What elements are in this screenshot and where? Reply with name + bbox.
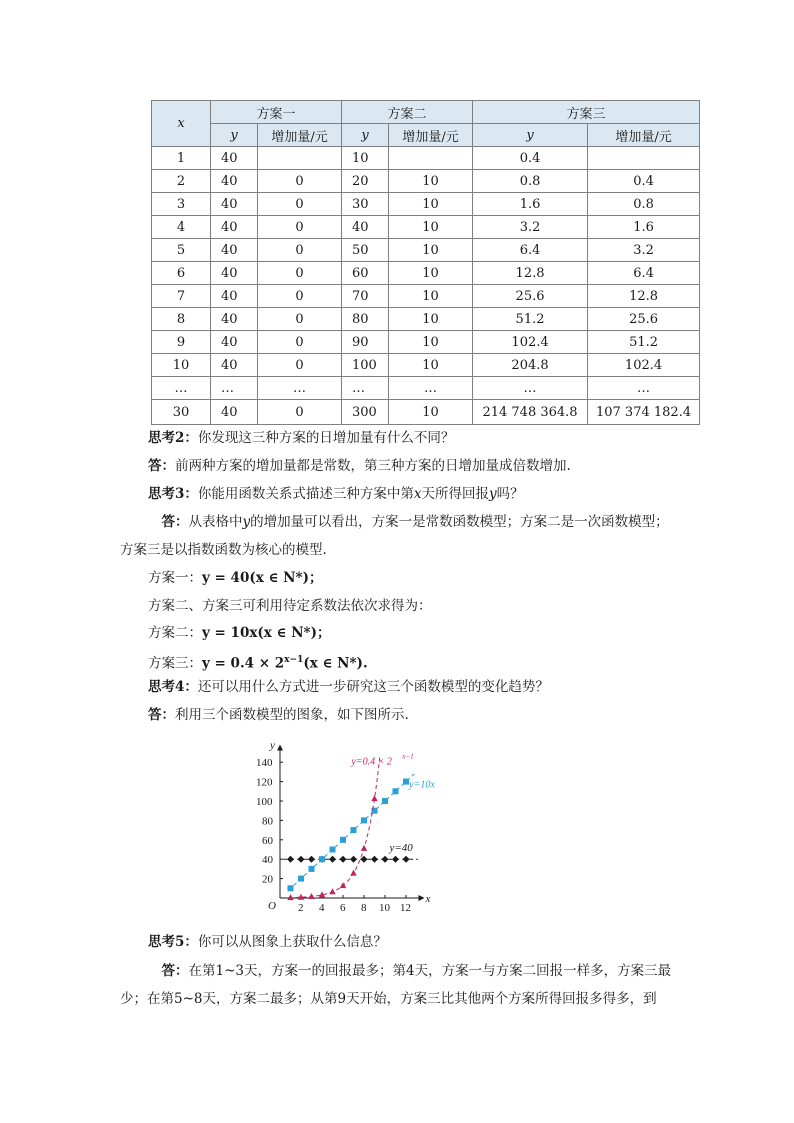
answer-2 <box>148 456 571 476</box>
table-cell: 70 <box>342 285 389 308</box>
subheader-y: y <box>342 124 389 147</box>
table-cell: 10 <box>389 354 473 377</box>
point-triangle <box>308 893 314 899</box>
formula-1 <box>148 568 322 588</box>
table-cell: 51.2 <box>473 308 588 331</box>
answer-text: 前两种方案的增加量都是常数，第三种方案的日增加量成倍数增加. <box>175 458 571 474</box>
table-cell: 102.4 <box>588 354 700 377</box>
point-diamond <box>298 856 305 863</box>
y-tick-label: 60 <box>262 834 273 847</box>
question-text: 天所得回报 <box>421 486 490 502</box>
point-diamond <box>329 856 336 863</box>
answer-label: 答： <box>161 963 189 979</box>
point-triangle <box>361 845 367 851</box>
x-tick-label: 8 <box>361 902 367 914</box>
table-cell: 10 <box>389 239 473 262</box>
point-square <box>403 779 409 785</box>
table-cell <box>258 147 342 170</box>
table-cell: 102.4 <box>473 331 588 354</box>
table-cell: 40 <box>211 285 258 308</box>
table-cell: 40 <box>211 170 258 193</box>
table-cell: … <box>473 377 588 400</box>
answer-5-line-2: 少；在第5~8天，方案二最多；从第9天开始，方案三比其他两个方案所得回报多得多，到 <box>120 991 657 1007</box>
table-row <box>152 285 700 308</box>
formula-text: (x ∈ N*). <box>303 655 368 672</box>
point-square <box>393 788 399 794</box>
formula-label: 方案二： <box>148 625 202 641</box>
subheader-increase: 增加量/元 <box>389 124 473 147</box>
table-cell: 40 <box>211 308 258 331</box>
subheader-increase: 增加量/元 <box>588 124 700 147</box>
table-cell: 0.4 <box>588 170 700 193</box>
table-cell: 3.2 <box>588 239 700 262</box>
table-cell: 40 <box>211 239 258 262</box>
table-cell: 300 <box>342 400 389 425</box>
subheader-increase: 增加量/元 <box>258 124 342 147</box>
table-cell: 40 <box>211 216 258 239</box>
table-row <box>152 239 700 262</box>
point-square <box>298 876 304 882</box>
table-cell: 10 <box>152 354 211 377</box>
table-cell: 204.8 <box>473 354 588 377</box>
y-tick-label: 120 <box>256 776 273 789</box>
table-cell: 8 <box>152 308 211 331</box>
table-cell: 214 748 364.8 <box>473 400 588 425</box>
point-diamond <box>308 856 315 863</box>
function-graph <box>246 730 576 920</box>
table-cell: 4 <box>152 216 211 239</box>
series-label-y40: y=40 <box>389 842 413 855</box>
y-tick-label: 40 <box>262 854 273 867</box>
table-cell: 0 <box>258 285 342 308</box>
formula-text: y = 0.4 × 2 <box>202 655 285 672</box>
table-cell: 90 <box>342 331 389 354</box>
header-plan-2: 方案二 <box>342 101 473 124</box>
data-table <box>151 100 700 425</box>
table-cell: 0 <box>258 216 342 239</box>
x-tick-label: 2 <box>298 902 304 914</box>
answer-3-line-1 <box>148 512 669 532</box>
table-cell: … <box>152 377 211 400</box>
table-cell: 40 <box>211 262 258 285</box>
x-axis-label: x <box>425 893 431 905</box>
table-cell: 6.4 <box>473 239 588 262</box>
y-tick-label: 20 <box>262 873 273 886</box>
table-cell: 6 <box>152 262 211 285</box>
question-label: 思考5： <box>148 934 198 950</box>
table-cell: 51.2 <box>588 331 700 354</box>
table-cell: 40 <box>342 216 389 239</box>
table-row <box>152 308 700 331</box>
table-cell: 0.4 <box>473 147 588 170</box>
table-body <box>152 147 700 425</box>
question-label: 思考3： <box>148 486 198 502</box>
x-tick-label: 10 <box>379 902 390 914</box>
table-cell <box>588 147 700 170</box>
formula-text: y = 40(x ∈ N*)； <box>202 570 323 586</box>
table-cell: 30 <box>152 400 211 425</box>
formula-3 <box>148 650 368 674</box>
table-cell: 1.6 <box>473 193 588 216</box>
table-cell: 40 <box>211 354 258 377</box>
table-cell: 3 <box>152 193 211 216</box>
table-cell: 12.8 <box>473 262 588 285</box>
formula-label: 方案三： <box>148 655 202 672</box>
point-square <box>288 885 294 891</box>
table-cell: 40 <box>211 147 258 170</box>
series-label-exp-exponent: x−1 <box>402 752 414 761</box>
question-4 <box>148 677 549 697</box>
table-cell: 60 <box>342 262 389 285</box>
table-cell: 10 <box>342 147 389 170</box>
table-cell <box>389 147 473 170</box>
point-triangle <box>371 795 377 801</box>
question-2 <box>148 428 454 448</box>
table-row <box>152 216 700 239</box>
table-cell: 0 <box>258 170 342 193</box>
table-row <box>152 400 700 425</box>
point-diamond <box>350 856 357 863</box>
table-cell: … <box>342 377 389 400</box>
point-diamond <box>371 856 378 863</box>
question-label: 思考2： <box>148 430 198 446</box>
table-cell: 100 <box>342 354 389 377</box>
series-label-exp: y=0.4 × 2 <box>351 756 392 768</box>
table-cell: 10 <box>389 193 473 216</box>
y-tick-label: 100 <box>256 796 273 808</box>
point-square <box>319 856 325 862</box>
table-cell: … <box>258 377 342 400</box>
table-cell: 10 <box>389 216 473 239</box>
point-diamond <box>392 856 399 863</box>
point-square <box>351 827 357 833</box>
table-cell: 12.8 <box>588 285 700 308</box>
answer-label: 答： <box>161 514 189 530</box>
question-text: 还可以用什么方式进一步研究这三个函数模型的变化趋势？ <box>197 679 549 695</box>
table-row <box>152 193 700 216</box>
answer-text: 利用三个函数模型的图象，如下图所示. <box>175 707 409 723</box>
point-square <box>382 798 388 804</box>
table-cell: 10 <box>389 170 473 193</box>
point-triangle <box>340 882 346 888</box>
table-cell: 2 <box>152 170 211 193</box>
formula-exponent: x−1 <box>284 655 304 665</box>
table-cell: 3.2 <box>473 216 588 239</box>
var-x: x <box>413 486 422 502</box>
answer-text: 从表格中 <box>188 514 243 530</box>
answer-label: 答： <box>148 707 175 723</box>
table-row <box>152 262 700 285</box>
point-square <box>309 866 315 872</box>
table-cell: 0 <box>258 400 342 425</box>
y-axis-label: y <box>270 739 275 752</box>
var-y: y <box>489 486 497 502</box>
origin-label: O <box>268 900 276 912</box>
point-triangle <box>350 870 356 876</box>
table-cell: 0 <box>258 308 342 331</box>
table-cell: 25.6 <box>473 285 588 308</box>
table-cell: 80 <box>342 308 389 331</box>
question-text: 你能用函数关系式描述三种方案中第 <box>197 486 414 502</box>
question-3 <box>148 484 524 504</box>
answer-4 <box>148 705 409 725</box>
point-diamond <box>287 856 294 863</box>
table-cell: 6.4 <box>588 262 700 285</box>
header-plan-1: 方案一 <box>211 101 342 124</box>
table-cell: … <box>211 377 258 400</box>
table-row <box>152 147 700 170</box>
answer-5-line-1 <box>148 961 671 981</box>
answer-text: 在第1~3天，方案一的回报最多；第4天，方案一与方案二回报一样多，方案三最 <box>188 963 672 979</box>
table-cell: 0.8 <box>473 170 588 193</box>
table-cell: 5 <box>152 239 211 262</box>
table-row <box>152 354 700 377</box>
table-cell: 10 <box>389 331 473 354</box>
var-y: y <box>242 514 251 530</box>
table-cell: 0 <box>258 239 342 262</box>
answer-3-line-2: 方案三是以指数函数为核心的模型. <box>120 542 327 558</box>
formula-intro: 方案二、方案三可利用待定系数法依次求得为： <box>148 598 432 614</box>
table-row <box>152 377 700 400</box>
question-text: 吗？ <box>496 486 524 502</box>
table-cell: … <box>588 377 700 400</box>
y-axis-arrow <box>277 745 283 751</box>
header-plan-3: 方案三 <box>473 101 700 124</box>
point-square <box>361 817 367 823</box>
point-square <box>340 837 346 843</box>
formula-label: 方案一： <box>148 570 202 586</box>
table-cell: 40 <box>211 400 258 425</box>
table-cell: 0 <box>258 331 342 354</box>
table-row <box>152 331 700 354</box>
table-row <box>152 170 700 193</box>
table-cell: 1 <box>152 147 211 170</box>
question-text: 你可以从图象上获取什么信息？ <box>197 934 387 950</box>
point-diamond <box>403 856 410 863</box>
point-square <box>330 847 336 853</box>
table-cell: 10 <box>389 262 473 285</box>
question-5 <box>148 932 387 952</box>
table-cell: 7 <box>152 285 211 308</box>
point-triangle <box>287 894 293 900</box>
y-tick-label: 140 <box>256 757 273 770</box>
formula-2 <box>148 623 331 643</box>
table-cell: 40 <box>211 193 258 216</box>
point-diamond <box>382 856 389 863</box>
table-cell: 9 <box>152 331 211 354</box>
table-cell: … <box>389 377 473 400</box>
table-cell: 40 <box>211 331 258 354</box>
table-cell: 10 <box>389 285 473 308</box>
point-diamond <box>340 856 347 863</box>
question-text: 你发现这三种方案的日增加量有什么不同？ <box>197 430 455 446</box>
table-cell: 0 <box>258 262 342 285</box>
table-cell: 0 <box>258 354 342 377</box>
formula-text: y = 10x(x ∈ N*)； <box>202 625 331 641</box>
question-label: 思考4： <box>148 679 198 695</box>
table-cell: 25.6 <box>588 308 700 331</box>
table-cell: 0 <box>258 193 342 216</box>
point-triangle <box>329 888 335 894</box>
x-tick-label: 12 <box>400 902 411 914</box>
table-cell: 107 374 182.4 <box>588 400 700 425</box>
x-tick-label: 6 <box>340 902 346 914</box>
x-axis-arrow <box>419 895 425 901</box>
table-cell: 0.8 <box>588 193 700 216</box>
table-cell: 1.6 <box>588 216 700 239</box>
table-cell: 10 <box>389 308 473 331</box>
series-label-y10x: y=10x <box>409 779 435 791</box>
y-tick-label: 80 <box>262 815 273 828</box>
x-tick-label: 4 <box>319 902 325 914</box>
table-cell: 10 <box>389 400 473 425</box>
subheader-y: y <box>211 124 258 147</box>
table-cell: 50 <box>342 239 389 262</box>
table-cell: 20 <box>342 170 389 193</box>
answer-label: 答： <box>148 458 175 474</box>
table-cell: 30 <box>342 193 389 216</box>
answer-text: 的增加量可以看出，方案一是常数函数模型；方案二是一次函数模型； <box>250 514 669 530</box>
header-x: x <box>152 101 211 147</box>
subheader-y: y <box>473 124 588 147</box>
